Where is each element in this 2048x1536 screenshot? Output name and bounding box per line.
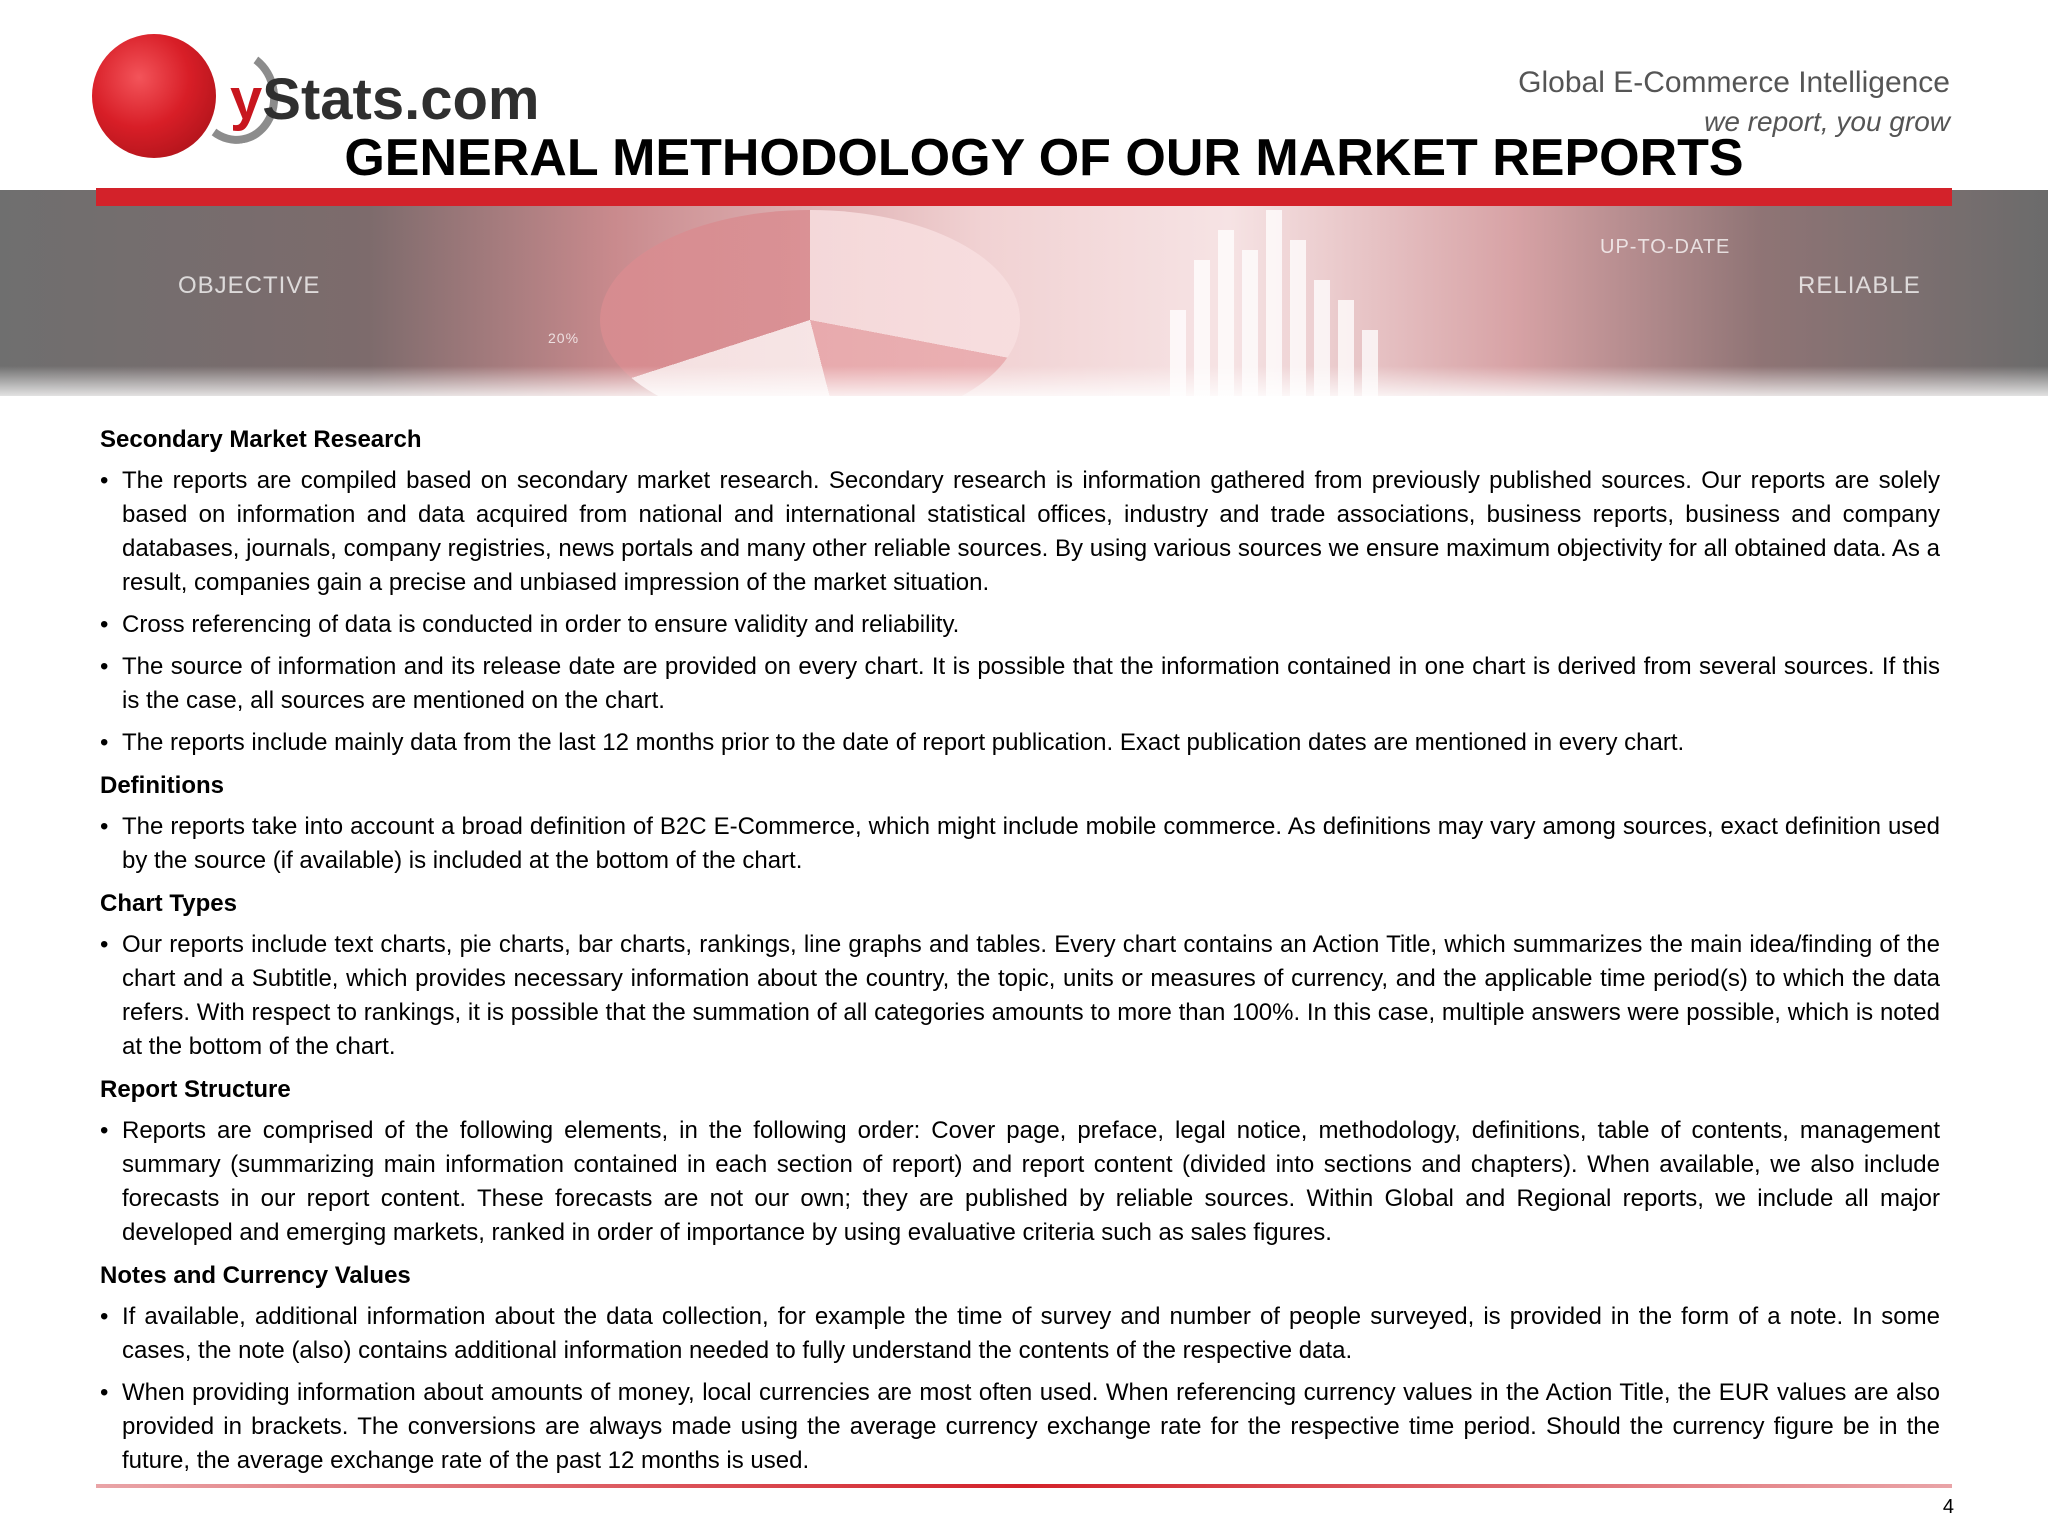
section-heading: Report Structure [100,1076,291,1103]
tagline-sub: we report, you grow [1704,106,1950,137]
bullet-text: The reports are compiled based on secondary market research. Secondary research is information gathered from previously published sources. Our reports are solely based on information and data acquired from national and international statistical offices, industry and trade associations, business reports, business and company databases, journals, company registries, news portals and many other reliable sources. By using various sources we ensure maximum objectivity for all obtained data. As a result, companies gain a precise and unbiased impression of the market situation. [122,467,1940,596]
logo-prefix: y [230,67,263,132]
logo-wordmark [230,66,539,133]
pie-chart-graphic [600,210,1020,396]
banner-bar [1266,210,1282,396]
banner-bar [1362,330,1378,396]
header-red-bar [96,188,1952,206]
logo-rest: Stats.com [262,67,540,132]
bullet-list [100,464,1940,760]
bullet-item [100,810,1940,878]
bullet-text: Reports are comprised of the following elements, in the following order: Cover page, preface, legal notice, methodology, definitions, table of contents, management summary (summarizing main information contained in each section of report) and report content (divided into sections and chapters). When available, we also include forecasts in our report content. These forecasts are not our own; they are published by reliable sources. Within Global and Regional reports, we include all major developed and emerging markets, ranked in order of importance by using evaluative criteria such as sales figures. [122,1117,1940,1246]
header-banner [0,190,2048,396]
bullet-list [100,810,1940,878]
bullet-item [100,608,1940,642]
bullet-list [100,928,1940,1064]
bullet-list [100,1114,1940,1250]
banner-label-reliable: RELIABLE [1798,272,1921,299]
banner-bar [1338,300,1354,396]
page-title: GENERAL METHODOLOGY OF OUR MARKET REPORTS [344,129,1744,187]
bullet-item [100,1114,1940,1250]
bullet-icon: • [100,1379,109,1406]
banner-bar [1218,230,1234,396]
bullet-item [100,726,1940,760]
footer-divider [96,1484,1952,1488]
bullet-icon: • [100,653,109,680]
banner-bar [1170,310,1186,396]
section-heading: Definitions [100,772,224,799]
bullet-text: The reports include mainly data from the last 12 months prior to the date of report publication. Exact publication dates are mentioned in every chart. [122,729,1685,756]
tagline-main: Global E-Commerce Intelligence [1518,66,1950,99]
bar-chart-graphic [1170,200,1470,396]
methodology-content [100,424,1940,1488]
bullet-item [100,1300,1940,1368]
banner-label-uptodate: UP-TO-DATE [1600,236,1731,258]
section-heading: Chart Types [100,890,237,917]
bullet-item [100,650,1940,718]
banner-label-objective: OBJECTIVE [178,272,321,299]
bullet-text: Cross referencing of data is conducted in order to ensure validity and reliability. [122,611,960,638]
bullet-text: The source of information and its release date are provided on every chart. It is possible that the information contained in one chart is derived from several sources. If this is the case, all sources are mentioned on the chart. [122,653,1940,714]
banner-bar [1314,280,1330,396]
page-number: 4 [1942,1496,1954,1518]
bullet-text: The reports take into account a broad definition of B2C E-Commerce, which might include mobile commerce. As definitions may vary among sources, exact definition used by the source (if available) is included at the bottom of the chart. [122,813,1940,874]
bullet-icon: • [100,611,109,638]
bullet-item [100,928,1940,1064]
banner-bar [1194,260,1210,396]
bullet-icon: • [100,1303,109,1330]
bullet-icon: • [100,931,109,958]
section-heading: Notes and Currency Values [100,1262,411,1289]
bullet-icon: • [100,813,109,840]
bullet-icon: • [100,467,109,494]
bullet-item [100,1376,1940,1478]
bullet-icon: • [100,1117,109,1144]
banner-bar [1290,240,1306,396]
bullet-text: Our reports include text charts, pie charts, bar charts, rankings, line graphs and tables. Every chart contains an Action Title, which summarizes the main idea/finding of the chart and a Subtitle, which provides necessary information about the country, the topic, units or measures of currency, and the applicable time period(s) to which the data refers. With respect to rankings, it is possible that the summation of all categories amounts to more than 100%. In this case, multiple answers were possible, which is noted at the bottom of the chart. [122,931,1940,1060]
bullet-text: If available, additional information about the data collection, for example the time of survey and number of people surveyed, is provided in the form of a note. In some cases, the note (also) contains additional information needed to fully understand the contents of the respective data. [122,1303,1940,1364]
banner-label-percent: 20% [548,330,580,346]
section-heading: Secondary Market Research [100,426,422,453]
bullet-list [100,1300,1940,1478]
banner-bar [1242,250,1258,396]
bullet-item [100,464,1940,600]
bullet-icon: • [100,729,109,756]
bullet-text: When providing information about amounts of money, local currencies are most often used. When referencing currency values in the Action Title, the EUR values are also provided in brackets. The conversions are always made using the average currency exchange rate for the respective time period. Should the currency figure be in the future, the average exchange rate of the past 12 months is used. [122,1379,1940,1474]
